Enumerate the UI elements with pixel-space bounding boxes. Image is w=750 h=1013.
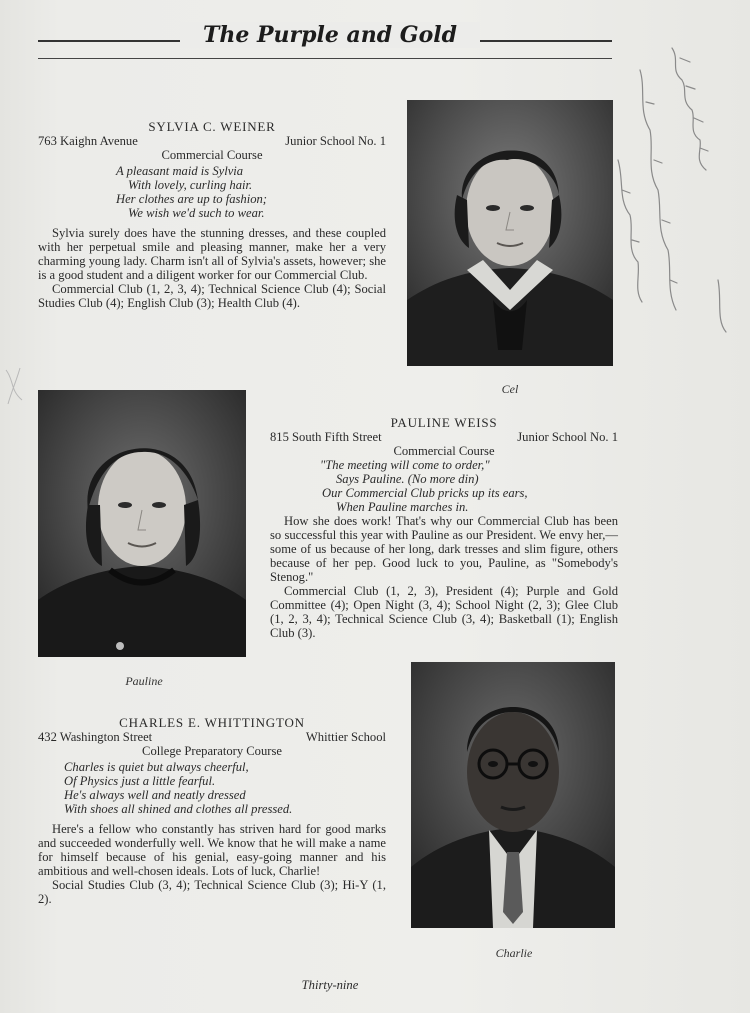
course-name: College Preparatory Course [142, 744, 282, 758]
verse [38, 164, 386, 220]
address-line [38, 730, 386, 744]
entry-charles [38, 716, 386, 906]
verse-line: Of Physics just a little fearful. [64, 774, 216, 788]
biography: Sylvia surely does have the stunning dresses, and these coupled with her perpetual smile and pleasing manner, make her a very charming young lady. Charm isn't all of Sylvia's assets, however; she is a good student and a diligent worker for our Commercial Club. [38, 226, 386, 282]
prior-school: Whittier School [305, 730, 386, 744]
margin-pencil-mark [2, 360, 32, 410]
verse-line: With shoes all shined and clothes all pressed. [64, 802, 293, 816]
verse-line: Her clothes are up to fashion; [116, 192, 267, 206]
activities: Commercial Club (1, 2, 3), President (4); Purple and Gold Committee (4); Open Night (3, 4); School Night (2, 3); Glee Club (1, 2, 3, 4); Technical Science Club (3, 4); Basketball (1); English Club (3). [270, 584, 618, 640]
entry-pauline [270, 416, 618, 640]
header-rule-under [38, 58, 612, 59]
photo-caption: Cel [501, 382, 519, 396]
entry-sylvia [38, 120, 386, 310]
activities: Commercial Club (1, 2, 3, 4); Technical Science Club (4); Social Studies Club (4); English Club (3); Health Club (4). [38, 282, 386, 310]
verse-line: He's always well and neatly dressed [64, 788, 246, 802]
portrait-pauline [38, 390, 246, 657]
street-address: 763 Kaighn Avenue [38, 134, 138, 148]
address-line [270, 430, 618, 444]
verse-line: Says Pauline. (No more din) [336, 472, 479, 486]
street-address: 815 South Fifth Street [270, 430, 382, 444]
biography: How she does work! That's why our Commercial Club has been so successful this year with Pauline as our President. We envy her,—some of us because of her long, dark tresses and slim figure, others because of her pep. Good luck to you, Pauline, as "Somebody's Stenog." [270, 514, 618, 584]
photo-caption: Pauline [125, 674, 163, 688]
biography: Here's a fellow who constantly has striven hard for good marks and succeeded wonderfully well. We know that he will make a name for himself because of his genial, easy-going manner and his ambitious and well-chosen ideals. Lots of luck, Charlie! [38, 822, 386, 878]
verse-line: With lovely, curling hair. [128, 178, 253, 192]
verse-line: We wish we'd such to wear. [128, 206, 265, 220]
portrait-charles [411, 662, 615, 928]
prior-school: Junior School No. 1 [285, 134, 386, 148]
verse [270, 458, 618, 514]
course-name: Commercial Course [161, 148, 263, 162]
verse-line: Charles is quiet but always cheerful, [64, 760, 249, 774]
portrait-sylvia [407, 100, 613, 366]
page-number: Thirty-nine [301, 978, 359, 992]
address-line [38, 134, 386, 148]
header-rule-left [38, 40, 198, 42]
verse-line: "The meeting will come to order," [320, 458, 490, 472]
course-name: Commercial Course [393, 444, 495, 458]
verse-line: When Pauline marches in. [336, 500, 469, 514]
verse-line: A pleasant maid is Sylvia [116, 164, 244, 178]
handwritten-inscription [610, 40, 750, 340]
student-name: SYLVIA C. WEINER [148, 119, 276, 134]
activities: Social Studies Club (3, 4); Technical Science Club (3); Hi-Y (1, 2). [38, 878, 386, 906]
street-address: 432 Washington Street [38, 730, 153, 744]
prior-school: Junior School No. 1 [517, 430, 618, 444]
student-name: PAULINE WEISS [390, 415, 498, 430]
verse-line: Our Commercial Club pricks up its ears, [322, 486, 528, 500]
student-name: CHARLES E. WHITTINGTON [119, 715, 305, 730]
verse [38, 760, 386, 816]
page-title: The Purple and Gold [180, 22, 480, 48]
photo-caption: Charlie [495, 946, 533, 960]
